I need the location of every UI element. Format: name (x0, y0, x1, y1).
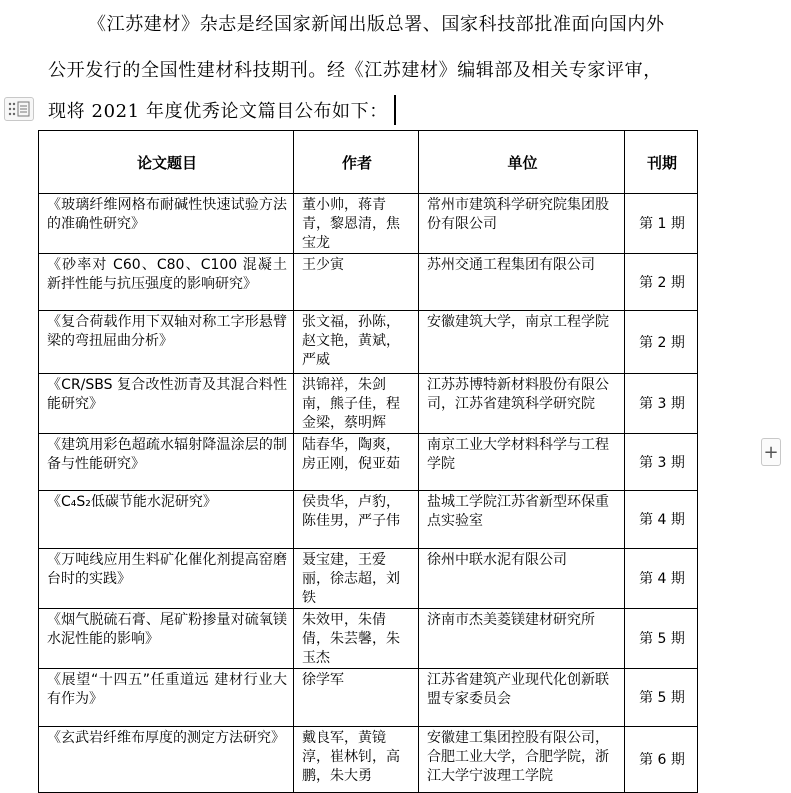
paper-title[interactable]: 《烟气脱硫石膏、尾矿粉掺量对硫氧镁水泥性能的影响》 (39, 609, 294, 669)
paper-title[interactable]: 《展望“十四五”任重道远 建材行业大有作为》 (39, 669, 294, 727)
paper-authors[interactable]: 聂宝建，王爱丽，徐志超，刘铁 (294, 549, 419, 609)
paper-authors[interactable]: 董小帅，蒋青青，黎恩清，焦宝龙 (294, 194, 419, 254)
header-period: 刊期 (625, 131, 698, 194)
paper-title[interactable]: 《砂率对 C60、C80、C100 混凝土新拌性能与抗压强度的影响研究》 (39, 254, 294, 311)
paper-unit[interactable]: 江苏省建筑产业现代化创新联盟专家委员会 (419, 669, 625, 727)
paper-unit[interactable]: 徐州中联水泥有限公司 (419, 549, 625, 609)
paper-authors[interactable]: 王少寅 (294, 254, 419, 311)
paper-title[interactable]: 《复合荷载作用下双轴对称工字形悬臂梁的弯扭屈曲分析》 (39, 311, 294, 374)
grip-dots-icon (7, 101, 31, 117)
paper-authors[interactable]: 陆春华，陶爽，房正刚，倪亚茹 (294, 434, 419, 491)
table-move-handle-icon[interactable] (4, 97, 34, 121)
paper-period[interactable]: 第 5 期 (625, 609, 698, 669)
paper-period[interactable]: 第 2 期 (625, 254, 698, 311)
paper-title[interactable]: 《玻璃纤维网格布耐碱性快速试验方法的准确性研究》 (39, 194, 294, 254)
table-row (39, 434, 698, 491)
table-row (39, 491, 698, 549)
paper-unit[interactable]: 盐城工学院江苏省新型环保重点实验室 (419, 491, 625, 549)
intro-line-1: 《江苏建材》杂志是经国家新闻出版总署、国家科技部批准面向国内外 (88, 14, 665, 35)
paper-period[interactable]: 第 4 期 (625, 549, 698, 609)
paper-period[interactable]: 第 1 期 (625, 194, 698, 254)
header-authors: 作者 (294, 131, 419, 194)
header-title: 论文题目 (39, 131, 294, 194)
paper-period[interactable]: 第 2 期 (625, 311, 698, 374)
paper-title[interactable]: 《万吨线应用生料矿化催化剂提高窑磨台时的实践》 (39, 549, 294, 609)
paper-title[interactable]: 《CR/SBS 复合改性沥青及其混合料性能研究》 (39, 374, 294, 434)
paper-authors[interactable]: 朱效甲，朱倩倩，朱芸馨，朱玉杰 (294, 609, 419, 669)
intro-line-3-text: 现将 2021 年度优秀论文篇目公布如下： (48, 101, 388, 122)
header-unit: 单位 (419, 131, 625, 194)
intro-line-2: 公开发行的全国性建材科技期刊。经《江苏建材》编辑部及相关专家评审， (48, 60, 662, 81)
table-header-row (39, 131, 698, 194)
paper-authors[interactable]: 戴良军，黄镜淳，崔林钊，高鹏，朱大勇 (294, 727, 419, 793)
table-row (39, 254, 698, 311)
intro-line-3 (48, 97, 396, 127)
paper-authors[interactable]: 侯贵华，卢豹，陈佳男，严子伟 (294, 491, 419, 549)
text-cursor (394, 95, 396, 125)
table-row (39, 194, 698, 254)
table-row (39, 669, 698, 727)
paper-unit[interactable]: 南京工业大学材料科学与工程学院 (419, 434, 625, 491)
paper-period[interactable]: 第 5 期 (625, 669, 698, 727)
paper-unit[interactable]: 常州市建筑科学研究院集团股份有限公司 (419, 194, 625, 254)
paper-authors[interactable]: 张文福，孙陈，赵文艳，黄斌，严威 (294, 311, 419, 374)
paper-title[interactable]: 《建筑用彩色超疏水辐射降温涂层的制备与性能研究》 (39, 434, 294, 491)
paper-unit[interactable]: 苏州交通工程集团有限公司 (419, 254, 625, 311)
table-row (39, 549, 698, 609)
paper-period[interactable]: 第 3 期 (625, 374, 698, 434)
table-row (39, 374, 698, 434)
paper-period[interactable]: 第 3 期 (625, 434, 698, 491)
paper-period[interactable]: 第 4 期 (625, 491, 698, 549)
paper-unit[interactable]: 江苏苏博特新材料股份有限公司，江苏省建筑科学研究院 (419, 374, 625, 434)
papers-table (38, 130, 698, 793)
paper-unit[interactable]: 安徽建工集团控股有限公司，合肥工业大学，合肥学院，浙江大学宁波理工学院 (419, 727, 625, 793)
paper-title[interactable]: 《玄武岩纤维布厚度的测定方法研究》 (39, 727, 294, 793)
table-row (39, 609, 698, 669)
paper-unit[interactable]: 济南市杰美菱镁建材研究所 (419, 609, 625, 669)
paper-period[interactable]: 第 6 期 (625, 727, 698, 793)
paper-authors[interactable]: 徐学军 (294, 669, 419, 727)
paper-unit[interactable]: 安徽建筑大学，南京工程学院 (419, 311, 625, 374)
paper-authors[interactable]: 洪锦祥，朱剑南，熊子佳，程金梁，蔡明辉 (294, 374, 419, 434)
paper-title[interactable]: 《C₄S₂低碳节能水泥研究》 (39, 491, 294, 549)
add-row-icon[interactable]: + (761, 438, 781, 466)
table-row (39, 311, 698, 374)
